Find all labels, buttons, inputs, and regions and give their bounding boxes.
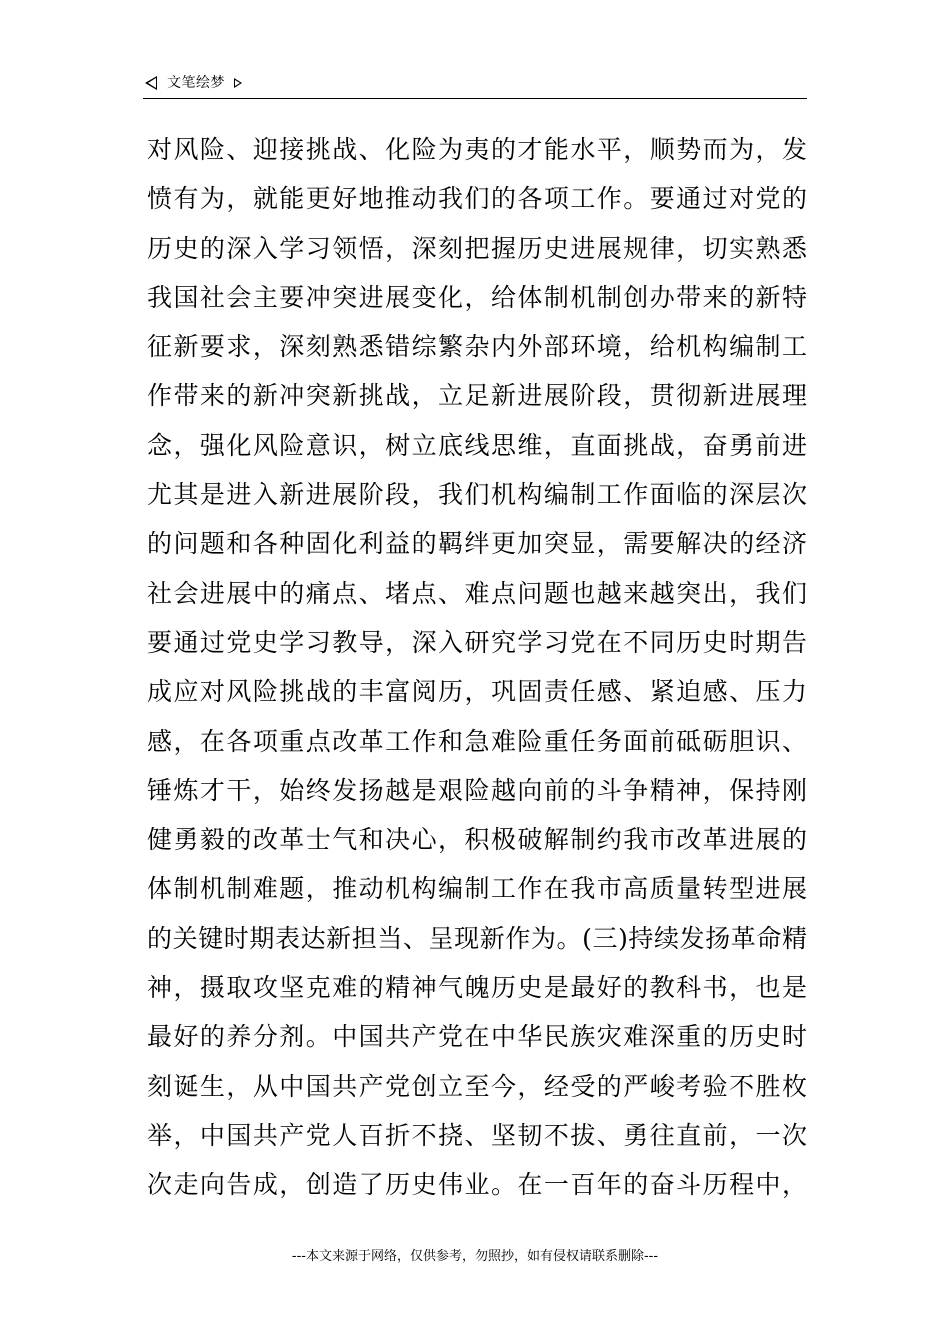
text-line: 历史的深入学习领悟，深刻把握历史进展规律，切实熟悉 xyxy=(147,233,807,263)
text-line: 尤其是进入新进展阶段，我们机构编制工作面临的深层次 xyxy=(147,480,807,510)
text-line: 的问题和各种固化利益的羁绊更加突显，需要解决的经济 xyxy=(147,529,807,559)
text-line: 念，强化风险意识，树立底线思维，直面挑战，奋勇前进 xyxy=(147,430,807,460)
body-text xyxy=(147,125,807,1210)
text-line: 举，中国共产党人百折不挠、坚韧不拔、勇往直前，一次 xyxy=(147,1120,807,1150)
text-line: 健勇毅的改革士气和决心，积极破解制约我市改革进展的 xyxy=(147,825,807,855)
text-line: 对风险、迎接挑战、化险为夷的才能水平，顺势而为，发 xyxy=(147,135,807,164)
page-header xyxy=(143,72,807,99)
text-line: 体制机制难题，推动机构编制工作在我市高质量转型进展 xyxy=(147,874,807,904)
text-line: 作带来的新冲突新挑战，立足新进展阶段，贯彻新进展理 xyxy=(147,381,807,411)
text-line: 神，摄取攻坚克难的精神气魄历史是最好的教科书，也是 xyxy=(147,973,807,1003)
text-line: 我国社会主要冲突进展变化，给体制机制创办带来的新特 xyxy=(147,282,807,312)
text-line: 感，在各项重点改革工作和急难险重任务面前砥砺胆识、 xyxy=(147,726,807,756)
text-line: 锤炼才干，始终发扬越是艰险越向前的斗争精神，保持刚 xyxy=(147,775,807,805)
text-line: 征新要求，深刻熟悉错综繁杂内外部环境，给机构编制工 xyxy=(147,332,807,362)
triangle-right-icon xyxy=(234,78,242,88)
text-line: 要通过党史学习教导，深入研究学习党在不同历史时期告 xyxy=(147,627,807,657)
footer-disclaimer: ---本文来源于网络，仅供参考，勿照抄，如有侵权请联系删除--- xyxy=(291,1249,659,1264)
text-line: 成应对风险挑战的丰富阅历，巩固责任感、紧迫感、压力 xyxy=(147,677,807,707)
text-line: 次走向告成，创造了历史伟业。在一百年的奋斗历程中， xyxy=(147,1170,807,1200)
text-line: 的关键时期表达新担当、呈现新作为。(三)持续发扬革命精 xyxy=(147,923,807,953)
text-line: 愤有为，就能更好地推动我们的各项工作。要通过对党的 xyxy=(147,184,807,214)
header-title: 文笔绘梦 xyxy=(167,75,225,91)
text-line: 刻诞生，从中国共产党创立至今，经受的严峻考验不胜枚 xyxy=(147,1071,807,1101)
text-line: 最好的养分剂。中国共产党在中华民族灾难深重的历史时 xyxy=(147,1022,807,1052)
text-line: 社会进展中的痛点、堵点、难点问题也越来越突出，我们 xyxy=(147,578,807,608)
triangle-left-icon xyxy=(145,76,157,90)
